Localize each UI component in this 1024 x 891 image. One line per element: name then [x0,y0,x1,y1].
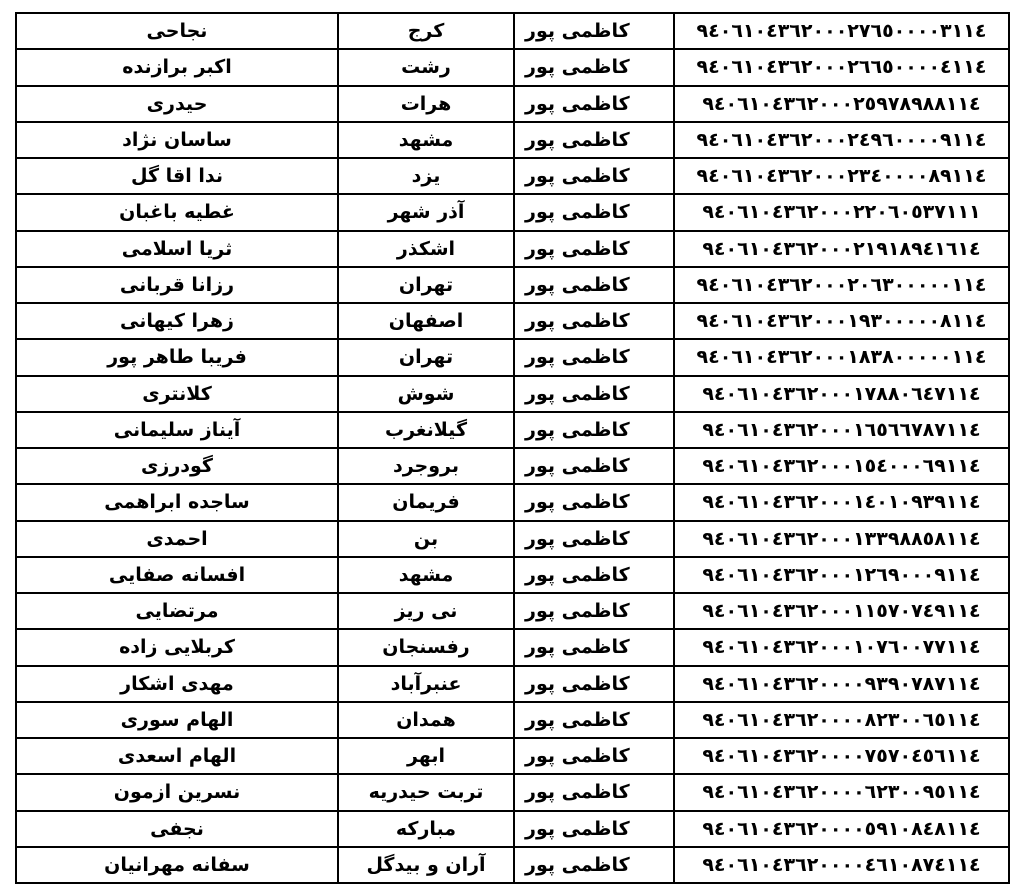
city-cell: رشت [338,49,514,85]
city-cell: فریمان [338,484,514,520]
city-cell: مشهد [338,557,514,593]
table-row [16,376,1009,412]
city-cell: رفسنجان [338,629,514,665]
city-cell: اشکذر [338,231,514,267]
code-cell: ۹٤۰٦۱۰٤۳٦۲۰۰۰۲۷٦٥۰۰۰۰۳۱۱٤ [674,13,1009,49]
surname-cell: کاظمی پور [514,811,674,847]
table-row [16,303,1009,339]
surname-cell: کاظمی پور [514,267,674,303]
city-cell: اصفهان [338,303,514,339]
table-row [16,448,1009,484]
surname-cell: کاظمی پور [514,702,674,738]
city-cell: کرج [338,13,514,49]
table-row [16,49,1009,85]
table-row [16,847,1009,883]
code-cell: ۹٤۰٦۱۰٤۳٦۲۰۰۰۱۳۳۹۸۸٥۸۱۱٤ [674,521,1009,557]
table-row [16,557,1009,593]
name-cell: الهام سوری [16,702,338,738]
table-row [16,13,1009,49]
city-cell: ابهر [338,738,514,774]
surname-cell: کاظمی پور [514,303,674,339]
code-cell: ۹٤۰٦۱۰٤۳٦۲۰۰۰۲٥۹۷۸۹۸۸۱۱٤ [674,86,1009,122]
table-row [16,267,1009,303]
surname-cell: کاظمی پور [514,593,674,629]
table-row [16,774,1009,810]
surname-cell: کاظمی پور [514,339,674,375]
surname-cell: کاظمی پور [514,376,674,412]
name-cell: فریبا طاهر پور [16,339,338,375]
code-cell: ۹٤۰٦۱۰٤۳٦۲۰۰۰۱۰۷٦۰۰۷۷۱۱٤ [674,629,1009,665]
code-cell: ۹٤۰٦۱۰٤۳٦۲۰۰۰۰٥۹۱۰۸٤۸۱۱٤ [674,811,1009,847]
table-row [16,194,1009,230]
table-row [16,231,1009,267]
name-cell: مرتضایی [16,593,338,629]
name-cell: نجاحی [16,13,338,49]
table-row [16,412,1009,448]
table-row [16,86,1009,122]
name-cell: ساسان نژاد [16,122,338,158]
name-cell: نسرین ازمون [16,774,338,810]
code-cell: ۹٤۰٦۱۰٤۳٦۲۰۰۰۰٤٦۱۰۸۷٤۱۱٤ [674,847,1009,883]
city-cell: آران و بیدگل [338,847,514,883]
table-row [16,158,1009,194]
name-cell: زهرا کیهانی [16,303,338,339]
city-cell: تهران [338,267,514,303]
city-cell: تهران [338,339,514,375]
surname-cell: کاظمی پور [514,666,674,702]
code-cell: ۹٤۰٦۱۰٤۳٦۲۰۰۰۲۳٤۰۰۰۰۸۹۱۱٤ [674,158,1009,194]
name-cell: نجفی [16,811,338,847]
table-row [16,339,1009,375]
records-table [15,12,1010,884]
surname-cell: کاظمی پور [514,158,674,194]
city-cell: بروجرد [338,448,514,484]
city-cell: نی ریز [338,593,514,629]
city-cell: شوش [338,376,514,412]
surname-cell: کاظمی پور [514,13,674,49]
surname-cell: کاظمی پور [514,86,674,122]
code-cell: ۹٤۰٦۱۰٤۳٦۲۰۰۰۲٤۹٦۰۰۰۰۹۱۱٤ [674,122,1009,158]
code-cell: ۹٤۰٦۱۰٤۳٦۲۰۰۰۲۲۰٦۰٥۳۷۱۱۱ [674,194,1009,230]
code-cell: ۹٤۰٦۱۰٤۳٦۲۰۰۰۰۹۳۹۰۷۸۷۱۱٤ [674,666,1009,702]
code-cell: ۹٤۰٦۱۰٤۳٦۲۰۰۰۲۱۹۱۸۹٤۱٦۱٤ [674,231,1009,267]
code-cell: ۹٤۰٦۱۰٤۳٦۲۰۰۰۱۱٥۷۰۷٤۹۱۱٤ [674,593,1009,629]
surname-cell: کاظمی پور [514,122,674,158]
city-cell: مشهد [338,122,514,158]
code-cell: ۹٤۰٦۱۰٤۳٦۲۰۰۰۲۰٦۳۰۰۰۰۰۱۱٤ [674,267,1009,303]
code-cell: ۹٤۰٦۱۰٤۳٦۲۰۰۰۰۷٥۷۰٤٥٦۱۱٤ [674,738,1009,774]
table-row [16,122,1009,158]
surname-cell: کاظمی پور [514,774,674,810]
code-cell: ۹٤۰٦۱۰٤۳٦۲۰۰۰۱٦٥٦٦۷۸۷۱۱٤ [674,412,1009,448]
table-row [16,629,1009,665]
table-row [16,702,1009,738]
city-cell: همدان [338,702,514,738]
surname-cell: کاظمی پور [514,231,674,267]
code-cell: ۹٤۰٦۱۰٤۳٦۲۰۰۰۲٦٦٥۰۰۰۰٤۱۱٤ [674,49,1009,85]
city-cell: گیلانغرب [338,412,514,448]
city-cell: مبارکه [338,811,514,847]
table-row [16,521,1009,557]
code-cell: ۹٤۰٦۱۰٤۳٦۲۰۰۰۱٤۰۱۰۹۳۹۱۱٤ [674,484,1009,520]
name-cell: حیدری [16,86,338,122]
name-cell: کلانتری [16,376,338,412]
records-table-body [16,13,1009,883]
name-cell: مهدی اشکار [16,666,338,702]
surname-cell: کاظمی پور [514,629,674,665]
name-cell: گودرزی [16,448,338,484]
name-cell: غطیه باغبان [16,194,338,230]
name-cell: ندا اقا گل [16,158,338,194]
code-cell: ۹٤۰٦۱۰٤۳٦۲۰۰۰۱۲٦۹۰۰۰۹۱۱٤ [674,557,1009,593]
name-cell: اکبر برازنده [16,49,338,85]
name-cell: ثریا اسلامی [16,231,338,267]
table-row [16,593,1009,629]
surname-cell: کاظمی پور [514,49,674,85]
surname-cell: کاظمی پور [514,484,674,520]
table-row [16,738,1009,774]
code-cell: ۹٤۰٦۱۰٤۳٦۲۰۰۰۰٦۲۳۰۰۹٥۱۱٤ [674,774,1009,810]
surname-cell: کاظمی پور [514,194,674,230]
code-cell: ۹٤۰٦۱۰٤۳٦۲۰۰۰۱۹۳۰۰۰۰۰۸۱۱٤ [674,303,1009,339]
name-cell: ساجده ابراهمی [16,484,338,520]
city-cell: تربت حیدریه [338,774,514,810]
table-row [16,484,1009,520]
code-cell: ۹٤۰٦۱۰٤۳٦۲۰۰۰۱۸۳۸۰۰۰۰۰۱۱٤ [674,339,1009,375]
city-cell: آذر شهر [338,194,514,230]
code-cell: ۹٤۰٦۱۰٤۳٦۲۰۰۰۰۸۲۳۰۰٦٥۱۱٤ [674,702,1009,738]
name-cell: رزانا قربانی [16,267,338,303]
surname-cell: کاظمی پور [514,521,674,557]
city-cell: هرات [338,86,514,122]
city-cell: عنبرآباد [338,666,514,702]
name-cell: احمدی [16,521,338,557]
name-cell: افسانه صفایی [16,557,338,593]
table-row [16,666,1009,702]
name-cell: آیناز سلیمانی [16,412,338,448]
name-cell: کربلایی زاده [16,629,338,665]
surname-cell: کاظمی پور [514,847,674,883]
name-cell: الهام اسعدی [16,738,338,774]
city-cell: بن [338,521,514,557]
surname-cell: کاظمی پور [514,448,674,484]
city-cell: یزد [338,158,514,194]
code-cell: ۹٤۰٦۱۰٤۳٦۲۰۰۰۱٥٤۰۰۰٦۹۱۱٤ [674,448,1009,484]
code-cell: ۹٤۰٦۱۰٤۳٦۲۰۰۰۱۷۸۸۰٦٤۷۱۱٤ [674,376,1009,412]
table-row [16,811,1009,847]
surname-cell: کاظمی پور [514,557,674,593]
surname-cell: کاظمی پور [514,738,674,774]
name-cell: سفانه مهرانیان [16,847,338,883]
surname-cell: کاظمی پور [514,412,674,448]
